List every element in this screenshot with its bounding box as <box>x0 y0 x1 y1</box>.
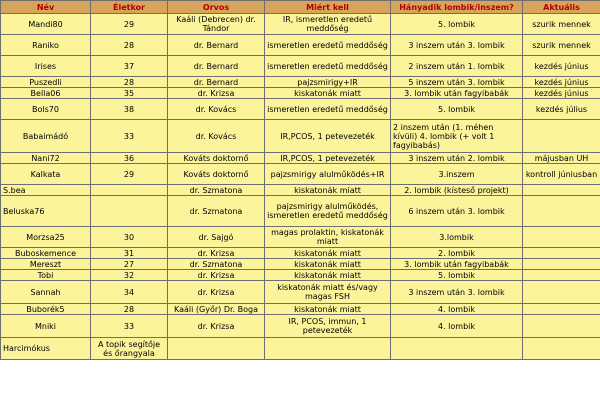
table-row <box>1 153 600 164</box>
cell-doctor: dr. Krizsa <box>168 281 265 304</box>
cell-current <box>523 227 600 248</box>
cell-attempt: 3. lombik után fagyibabák <box>391 88 523 99</box>
cell-current <box>523 338 600 360</box>
cell-age: 34 <box>91 281 168 304</box>
cell-age: A topik segítője és őrangyala <box>91 338 168 360</box>
cell-age: 29 <box>91 164 168 185</box>
cell-age: 28 <box>91 304 168 315</box>
cell-current: szurik mennek <box>523 35 600 56</box>
cell-reason: ismeretlen eredetű meddőség <box>265 56 391 77</box>
cell-reason: pajzsmirigy+IR <box>265 77 391 88</box>
cell-age: 33 <box>91 120 168 153</box>
cell-current <box>523 281 600 304</box>
cell-reason: magas prolaktin, kiskatonák miatt <box>265 227 391 248</box>
table-row <box>1 248 600 259</box>
cell-attempt: 4. lombik <box>391 315 523 338</box>
table-row <box>1 227 600 248</box>
header-reason: Miért kell <box>265 1 391 14</box>
cell-age <box>91 185 168 196</box>
cell-name: Mandi80 <box>1 14 91 35</box>
cell-reason: kiskatonák miatt <box>265 270 391 281</box>
cell-current <box>523 185 600 196</box>
table-row <box>1 338 600 360</box>
cell-doctor: dr. Sajgó <box>168 227 265 248</box>
cell-doctor: dr. Krizsa <box>168 315 265 338</box>
cell-attempt: 3 inszem után 3. lombik <box>391 35 523 56</box>
table-row <box>1 185 600 196</box>
cell-name: Raniko <box>1 35 91 56</box>
cell-current: májusban UH <box>523 153 600 164</box>
cell-doctor: Kaáli (Győr) Dr. Boga <box>168 304 265 315</box>
cell-current <box>523 304 600 315</box>
cell-attempt: 2. lombik <box>391 248 523 259</box>
cell-reason: kiskatonák miatt <box>265 259 391 270</box>
table-row <box>1 281 600 304</box>
cell-name: S.bea <box>1 185 91 196</box>
cell-attempt <box>391 338 523 360</box>
cell-name: Irises <box>1 56 91 77</box>
cell-current: kontroll júniusban <box>523 164 600 185</box>
cell-current: kezdés június <box>523 88 600 99</box>
cell-reason: kiskatonák miatt <box>265 88 391 99</box>
cell-age: 29 <box>91 14 168 35</box>
cell-doctor: Kaáli (Debrecen) dr. Tándor <box>168 14 265 35</box>
cell-current: kezdés június <box>523 56 600 77</box>
cell-doctor: dr. Krizsa <box>168 248 265 259</box>
cell-doctor: Kováts doktornő <box>168 164 265 185</box>
cell-doctor: dr. Bernard <box>168 56 265 77</box>
cell-reason: kiskatonák miatt és/vagy magas FSH <box>265 281 391 304</box>
header-attempt: Hányadik lombik/inszem? <box>391 1 523 14</box>
cell-age: 37 <box>91 56 168 77</box>
cell-age: 28 <box>91 35 168 56</box>
cell-age <box>91 196 168 227</box>
table-row <box>1 196 600 227</box>
cell-age: 36 <box>91 153 168 164</box>
cell-attempt: 3. lombik után fagyibabák <box>391 259 523 270</box>
cell-reason: IR, PCOS, immun, 1 petevezeték <box>265 315 391 338</box>
cell-name: Mereszt <box>1 259 91 270</box>
cell-attempt: 6 inszem után 3. lombik <box>391 196 523 227</box>
cell-name: Nani72 <box>1 153 91 164</box>
cell-reason: ismeretlen eredetű meddőség <box>265 35 391 56</box>
cell-attempt: 3 inszem után 2. lombik <box>391 153 523 164</box>
cell-attempt: 2. lombik (kísteső projekt) <box>391 185 523 196</box>
header-doctor: Orvos <box>168 1 265 14</box>
cell-current: szurik mennek <box>523 14 600 35</box>
cell-age: 33 <box>91 315 168 338</box>
cell-name: Kalkata <box>1 164 91 185</box>
table-row <box>1 14 600 35</box>
cell-reason: IR,PCOS, 1 petevezeték <box>265 120 391 153</box>
cell-name: Buborék5 <box>1 304 91 315</box>
cell-attempt: 2 inszem után 1. lombik <box>391 56 523 77</box>
cell-reason: pajzsmirigy alulműködés, ismeretlen eredetű meddőség <box>265 196 391 227</box>
cell-attempt: 5. lombik <box>391 99 523 120</box>
cell-doctor: dr. Bernard <box>168 35 265 56</box>
cell-name: Babaimádó <box>1 120 91 153</box>
cell-reason: IR, ismeretlen eredetű meddőség <box>265 14 391 35</box>
cell-age: 30 <box>91 227 168 248</box>
cell-name: Beluska76 <box>1 196 91 227</box>
cell-name: Harcimókus <box>1 338 91 360</box>
cell-age: 27 <box>91 259 168 270</box>
cell-doctor: dr. Kovács <box>168 120 265 153</box>
cell-current <box>523 270 600 281</box>
table-row <box>1 304 600 315</box>
cell-attempt: 3 inszem után 3. lombik <box>391 281 523 304</box>
cell-name: Bella06 <box>1 88 91 99</box>
cell-doctor: Kováts doktornő <box>168 153 265 164</box>
cell-age: 31 <box>91 248 168 259</box>
table-row <box>1 35 600 56</box>
table-row <box>1 99 600 120</box>
cell-age: 28 <box>91 77 168 88</box>
cell-name: Buboskemence <box>1 248 91 259</box>
cell-reason: IR,PCOS, 1 petevezeték <box>265 153 391 164</box>
cell-doctor: dr. Krizsa <box>168 270 265 281</box>
table-row <box>1 88 600 99</box>
header-age: Életkor <box>91 1 168 14</box>
cell-doctor: dr. Szmatona <box>168 196 265 227</box>
cell-doctor <box>168 338 265 360</box>
header-current: Aktuális <box>523 1 600 14</box>
cell-attempt: 5 inszem után 3. lombik <box>391 77 523 88</box>
cell-current: kezdés július <box>523 99 600 120</box>
table-row <box>1 56 600 77</box>
cell-attempt: 3.lombik <box>391 227 523 248</box>
cell-age: 38 <box>91 99 168 120</box>
cell-current <box>523 259 600 270</box>
cell-attempt: 5. lombik <box>391 14 523 35</box>
table-row <box>1 120 600 153</box>
cell-name: Bols70 <box>1 99 91 120</box>
cell-doctor: dr. Szmatona <box>168 185 265 196</box>
cell-current: kezdés június <box>523 77 600 88</box>
cell-age: 35 <box>91 88 168 99</box>
cell-name: Tobi <box>1 270 91 281</box>
header-name: Név <box>1 1 91 14</box>
cell-name: Sannah <box>1 281 91 304</box>
cell-reason: kiskatonák miatt <box>265 185 391 196</box>
cell-attempt: 5. lombik <box>391 270 523 281</box>
cell-doctor: dr. Szmatona <box>168 259 265 270</box>
cell-current <box>523 248 600 259</box>
cell-attempt: 2 inszem után (1. méhen kívüli) 4. lombik (+ volt 1 fagyibabás) <box>391 120 523 153</box>
cell-name: Puszedli <box>1 77 91 88</box>
cell-attempt: 4. lombik <box>391 304 523 315</box>
cell-age: 32 <box>91 270 168 281</box>
cell-current <box>523 120 600 153</box>
cell-doctor: dr. Krizsa <box>168 88 265 99</box>
cell-current <box>523 315 600 338</box>
cell-current <box>523 196 600 227</box>
cell-reason: kiskatonák miatt <box>265 248 391 259</box>
cell-name: Mniki <box>1 315 91 338</box>
cell-attempt: 3.inszem <box>391 164 523 185</box>
header-row <box>1 1 600 14</box>
table-row <box>1 259 600 270</box>
table-row <box>1 270 600 281</box>
cell-doctor: dr. Kovács <box>168 99 265 120</box>
cell-name: Morzsa25 <box>1 227 91 248</box>
cell-reason: pajzsmirigy alulműködés+IR <box>265 164 391 185</box>
table-row <box>1 164 600 185</box>
cell-reason: ismeretlen eredetű meddőség <box>265 99 391 120</box>
cell-reason <box>265 338 391 360</box>
cell-doctor: dr. Bernard <box>168 77 265 88</box>
table-row <box>1 315 600 338</box>
cell-reason: kiskatonák miatt <box>265 304 391 315</box>
table-row <box>1 77 600 88</box>
